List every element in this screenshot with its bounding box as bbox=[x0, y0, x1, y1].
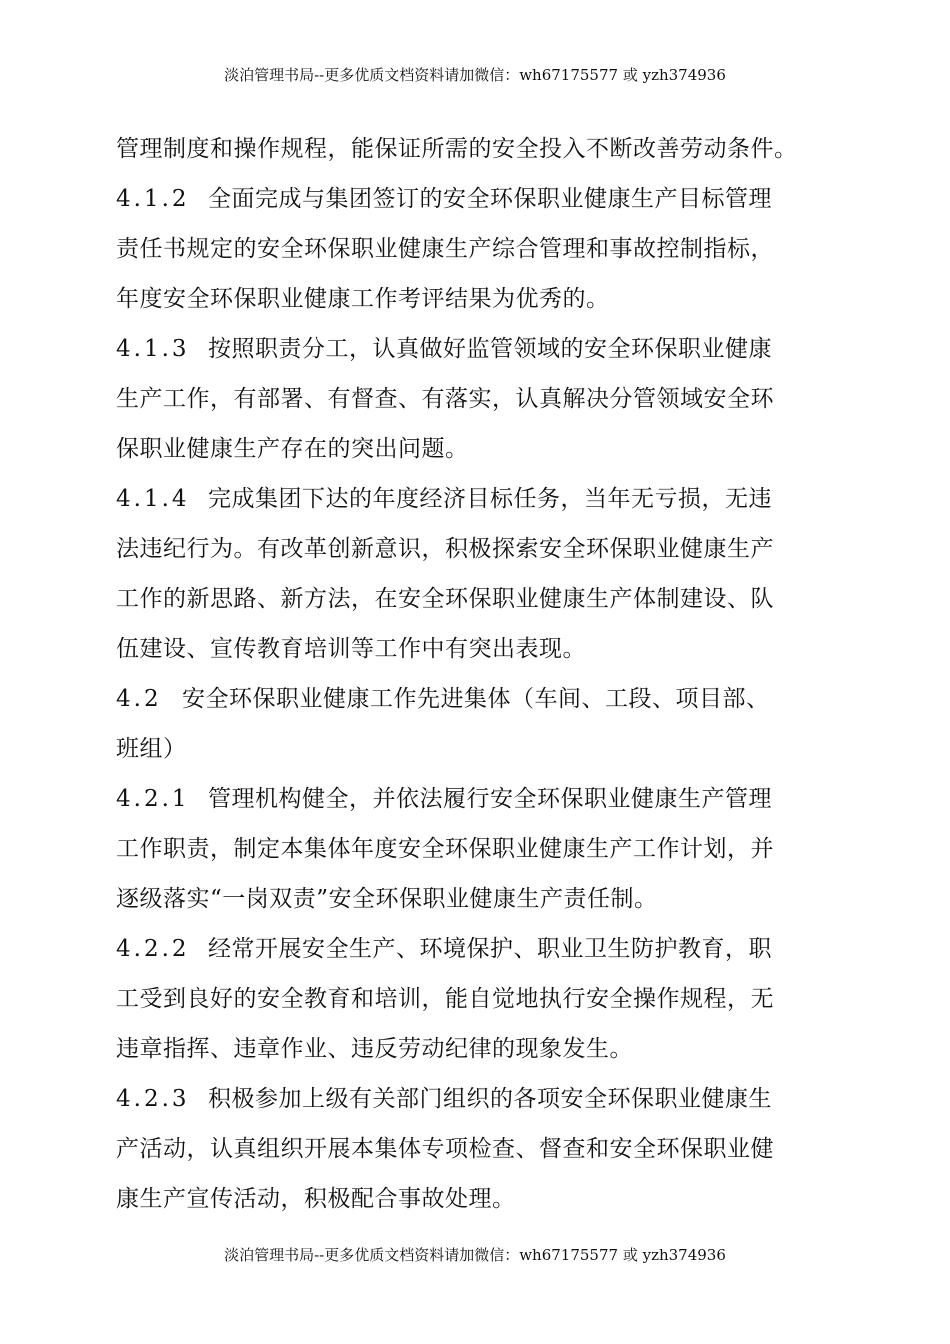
clause-line: 工受到良好的安全教育和培训，能自觉地执行安全操作规程，无 bbox=[116, 986, 774, 1012]
clause-line: 逐级落实“一岗双责”安全环保职业健康生产责任制。 bbox=[116, 886, 658, 912]
clause-line bbox=[116, 774, 836, 824]
clause-text: 按照职责分工，认真做好监管领域的安全环保职业健康 bbox=[208, 336, 772, 362]
clause-number: 4.2.2 bbox=[116, 936, 190, 962]
clause-number: 4.1.2 bbox=[116, 186, 190, 212]
clause-line: 工作的新思路、新方法，在安全环保职业健康生产体制建设、队 bbox=[116, 586, 774, 612]
section-heading-line bbox=[116, 674, 836, 724]
clause-number: 4.1.3 bbox=[116, 336, 190, 362]
clause-line: 康生产宣传活动，积极配合事故处理。 bbox=[116, 1186, 516, 1212]
clause-4-1-2 bbox=[116, 174, 836, 324]
clause-4-2-3 bbox=[116, 1074, 836, 1224]
clause-line: 责任书规定的安全环保职业健康生产综合管理和事故控制指标， bbox=[116, 236, 774, 262]
clause-line bbox=[116, 1074, 836, 1124]
clause-4-2-2 bbox=[116, 924, 836, 1074]
document-body bbox=[116, 124, 836, 1224]
section-heading-text: 安全环保职业健康工作先进集体（车间、工段、项目部、 bbox=[182, 686, 770, 712]
clause-4-2-1 bbox=[116, 774, 836, 924]
clause-line: 工作职责，制定本集体年度安全环保职业健康生产工作计划，并 bbox=[116, 836, 774, 862]
clause-text: 管理机构健全，并依法履行安全环保职业健康生产管理 bbox=[208, 786, 772, 812]
clause-line: 保职业健康生产存在的突出问题。 bbox=[116, 436, 469, 462]
clause-text: 积极参加上级有关部门组织的各项安全环保职业健康生 bbox=[208, 1086, 772, 1112]
page-footer: 淡泊管理书局--更多优质文档资料请加微信：wh67175577 或 yzh374936 bbox=[224, 1246, 726, 1264]
clause-line: 产活动，认真组织开展本集体专项检查、督查和安全环保职业健 bbox=[116, 1136, 774, 1162]
clause-line: 伍建设、宣传教育培训等工作中有突出表现。 bbox=[116, 636, 586, 662]
section-4-2 bbox=[116, 674, 836, 774]
clause-text: 全面完成与集团签订的安全环保职业健康生产目标管理 bbox=[208, 186, 772, 212]
section-number: 4.2 bbox=[116, 686, 162, 712]
clause-text: 经常开展安全生产、环境保护、职业卫生防护教育，职 bbox=[208, 936, 772, 962]
page-header: 淡泊管理书局--更多优质文档资料请加微信：wh67175577 或 yzh374936 bbox=[224, 66, 726, 84]
clause-line: 生产工作，有部署、有督查、有落实，认真解决分管领域安全环 bbox=[116, 386, 774, 412]
clause-number: 4.2.3 bbox=[116, 1086, 190, 1112]
section-heading-line: 班组） bbox=[116, 736, 187, 762]
clause-line: 年度安全环保职业健康工作考评结果为优秀的。 bbox=[116, 286, 610, 312]
clause-line bbox=[116, 474, 836, 524]
clause-4-1-4 bbox=[116, 474, 836, 674]
clause-line bbox=[116, 174, 836, 224]
clause-line bbox=[116, 324, 836, 374]
clause-text: 完成集团下达的年度经济目标任务，当年无亏损，无违 bbox=[208, 486, 772, 512]
intro-line: 管理制度和操作规程，能保证所需的安全投入不断改善劳动条件。 bbox=[116, 136, 798, 162]
clause-number: 4.1.4 bbox=[116, 486, 190, 512]
clause-line: 法违纪行为。有改革创新意识，积极探索安全环保职业健康生产 bbox=[116, 536, 774, 562]
clause-line bbox=[116, 924, 836, 974]
clause-number: 4.2.1 bbox=[116, 786, 190, 812]
clause-4-1-3 bbox=[116, 324, 836, 474]
clause-line: 违章指挥、违章作业、违反劳动纪律的现象发生。 bbox=[116, 1036, 633, 1062]
